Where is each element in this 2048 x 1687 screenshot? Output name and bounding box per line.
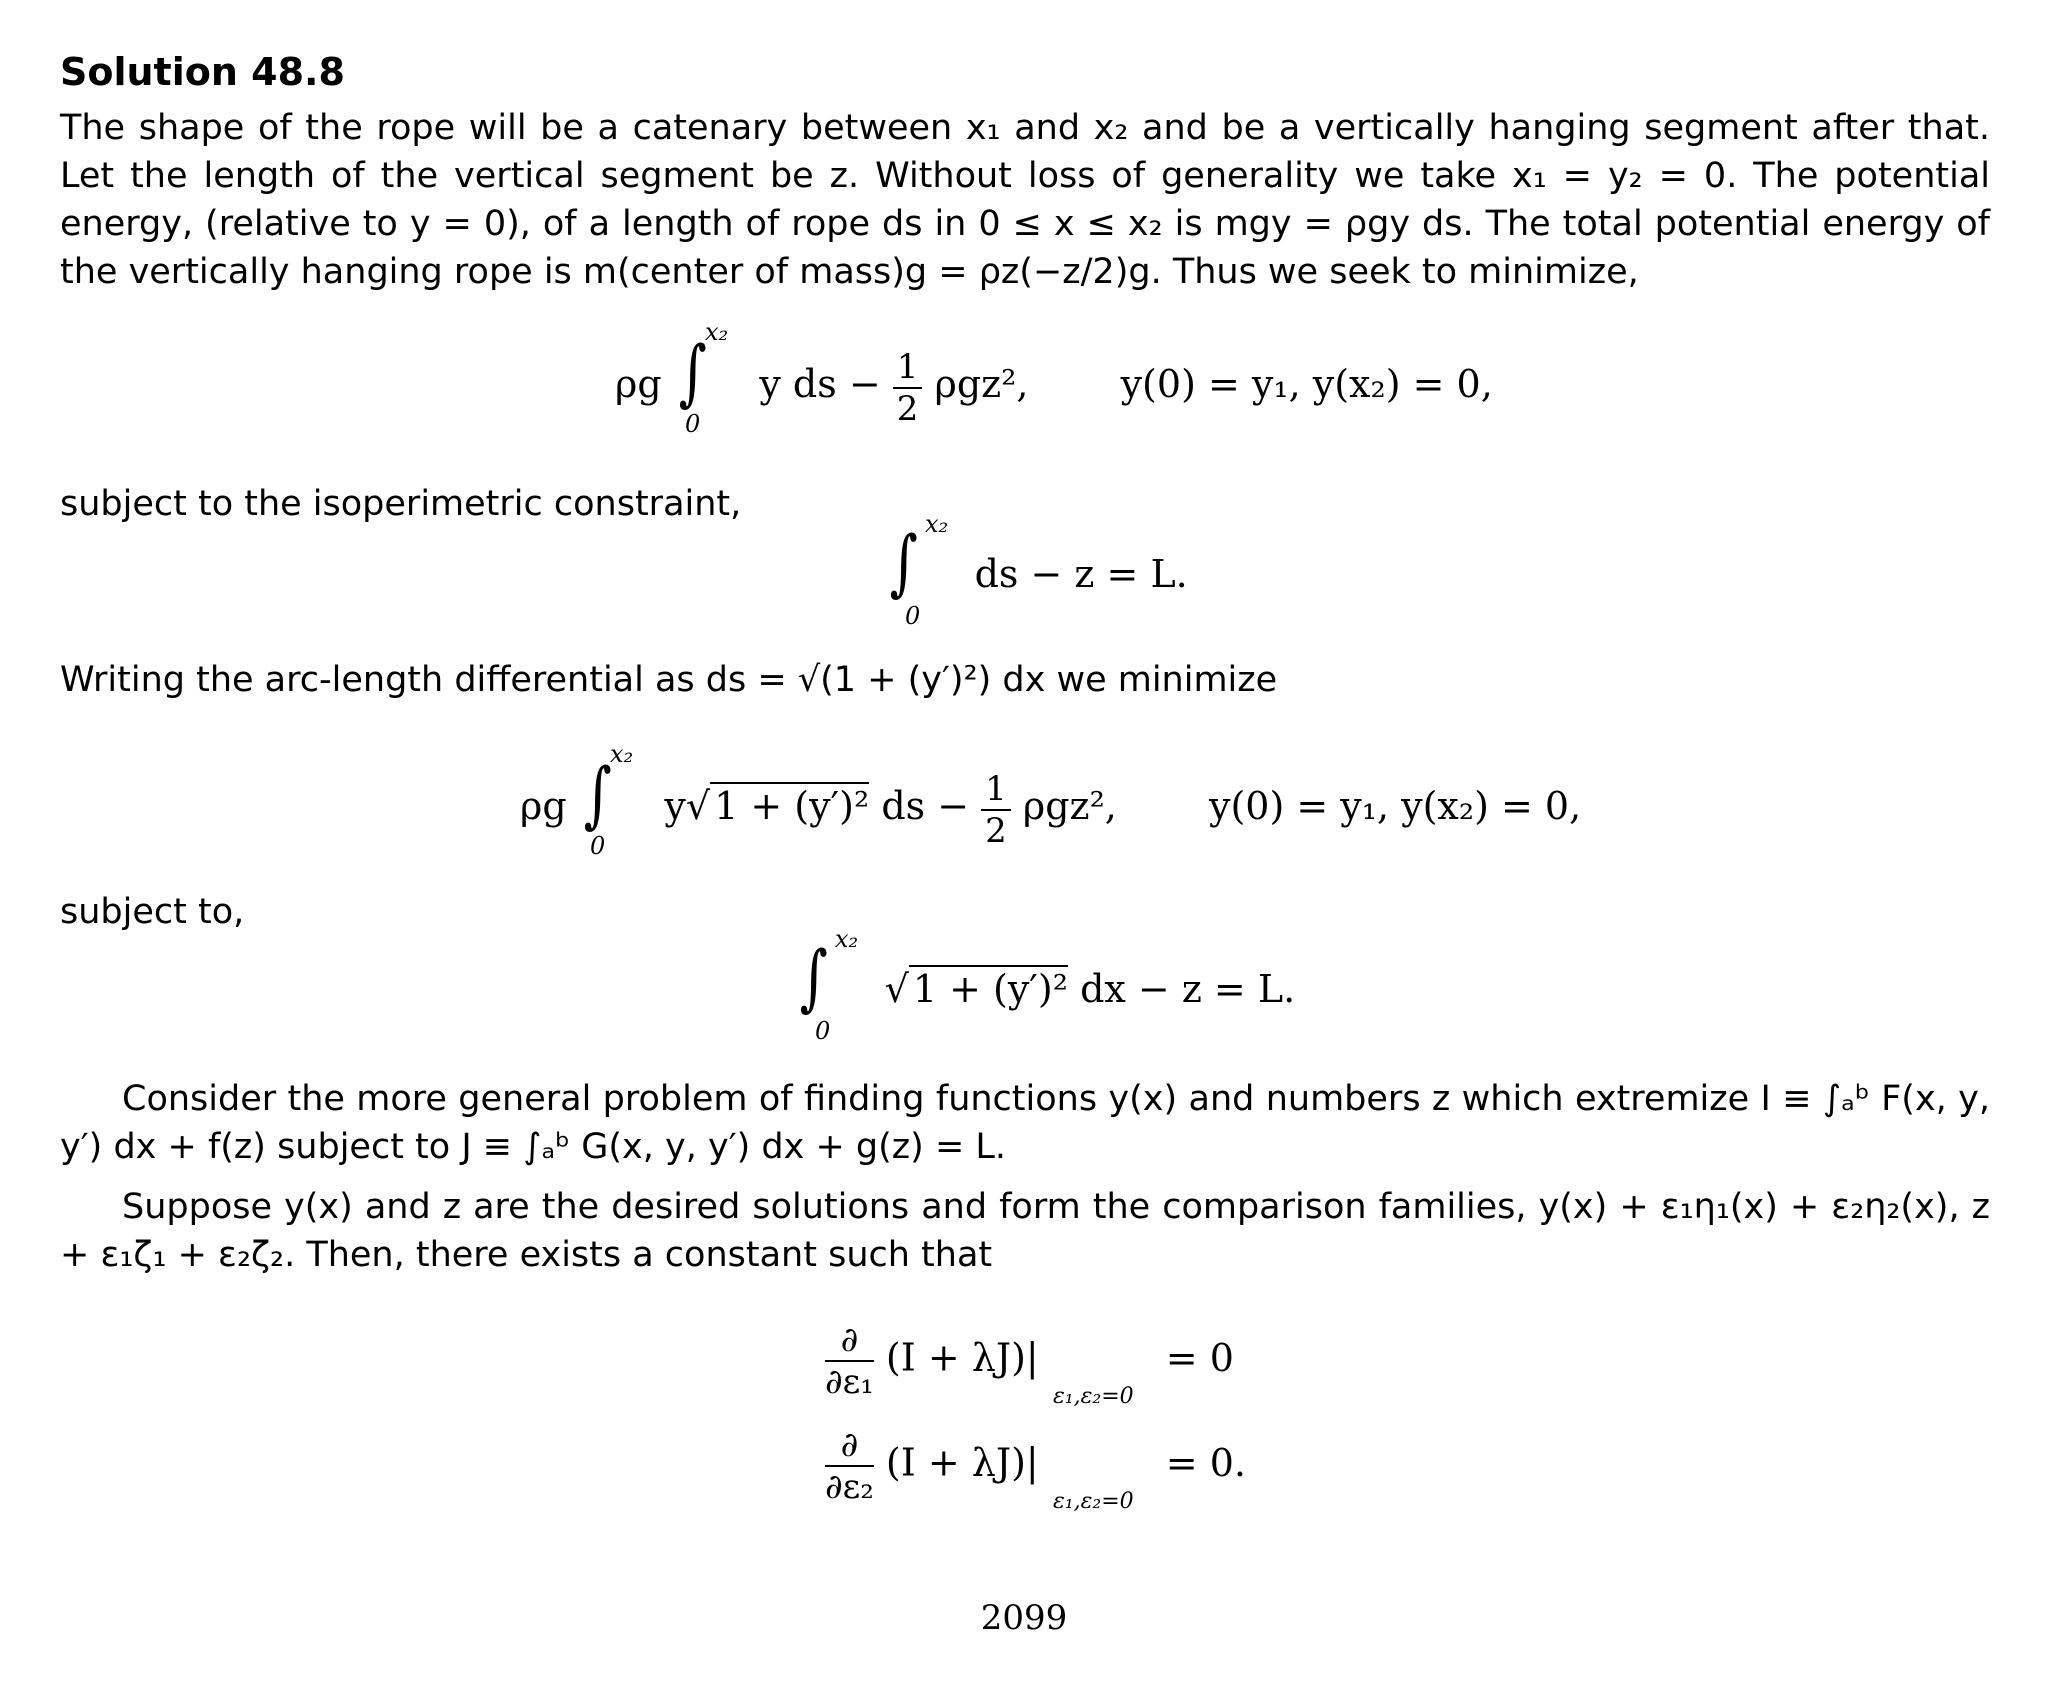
eq1-tail: ρgz², <box>934 362 1029 406</box>
eq5-line2-sub: ε₁,ε₂=0 <box>1053 1489 1134 1514</box>
eq3-tail: ρgz², <box>1022 784 1117 828</box>
eq1-upper-limit: x₂ <box>705 318 729 346</box>
eq1-frac-num: 1 <box>893 347 923 389</box>
eq5-line1-rhs: = 0 <box>1165 1335 1234 1380</box>
equation-constraint-1 <box>885 510 1188 630</box>
eq3-body-post: ds − <box>881 784 970 828</box>
eq4-body-post: dx − z = L. <box>1080 967 1296 1011</box>
eq4-body-pre: √ <box>884 967 909 1011</box>
equation-minimize-1 <box>615 318 1493 438</box>
eq1-boundary-conditions: y(0) = y₁, y(x₂) = 0, <box>1120 362 1493 406</box>
eq5-line1-body: (I + λJ)| <box>885 1335 1039 1380</box>
section-heading: Solution 48.8 <box>60 50 345 94</box>
eq1-frac-den: 2 <box>896 388 919 429</box>
paragraph-intro: The shape of the rope will be a catenary between x₁ and x₂ and be a vertically hanging segment after that. Let the length of the vertical segment be z. Without loss of generality we take x₁ = y₂ = 0. The potential energy, (relative to y = 0), of a length of rope ds in 0 ≤ x ≤ x₂ is mgy = ρgy ds. The total potential energy of the vertically hanging rope is m(center of mass)g = ρz(−z/2)g. Thus we seek to minimize, <box>60 108 1990 292</box>
eq3-boundary-conditions: y(0) = y₁, y(x₂) = 0, <box>1208 784 1582 828</box>
eq3-frac-den: 2 <box>985 810 1007 851</box>
eq5-line1-fraction <box>825 1320 874 1402</box>
eq1-prefix: ρg <box>615 362 662 406</box>
equation-minimize-2 <box>520 740 1582 860</box>
eq5-line2-body: (I + λJ)| <box>885 1440 1039 1485</box>
paragraph-subject-to: subject to, <box>60 892 245 932</box>
eq5-line2-den: ∂ε₂ <box>825 1467 874 1507</box>
paragraph-arclength: Writing the arc-length differential as ds = √(1 + (y′)²) dx we minimize <box>60 660 1278 700</box>
eq5-line1-sub: ε₁,ε₂=0 <box>1053 1384 1134 1409</box>
eq1-lower-limit: 0 <box>685 410 701 438</box>
eq5-line2-num: ∂ <box>825 1425 874 1467</box>
eq1-fraction <box>893 347 923 429</box>
paragraph-general-problem: Consider the more general problem of finding functions y(x) and numbers z which extremize I ≡ ∫ₐᵇ F(x, y, y′) dx + f(z) subject to J ≡ ∫ₐᵇ G(x, y, y′) dx + g(z) = L. <box>60 1079 1990 1167</box>
eq4-lower-limit: 0 <box>815 1017 831 1045</box>
eq3-frac-num: 1 <box>981 769 1011 811</box>
page-number: 2099 <box>980 1598 1068 1638</box>
eq3-prefix: ρg <box>520 784 567 828</box>
eq5-line2-fraction <box>825 1425 874 1507</box>
eq3-upper-limit: x₂ <box>610 740 634 768</box>
eq2-upper-limit: x₂ <box>925 510 949 538</box>
integral-sign: ∫ <box>678 330 707 414</box>
eq2-lower-limit: 0 <box>905 602 921 630</box>
integral-sign: ∫ <box>583 752 612 836</box>
eq1-body: y ds − <box>759 362 881 406</box>
eq3-lower-limit: 0 <box>590 832 606 860</box>
eq5-line1-den: ∂ε₁ <box>825 1362 874 1402</box>
equation-lagrange-2 <box>825 1425 1246 1514</box>
paragraph-comparison: Suppose y(x) and z are the desired solutions and form the comparison families, y(x) + ε₁η₁(x) + ε₂η₂(x), z + ε₁ζ₁ + ε₂ζ₂. Then, there exists a constant such that <box>60 1187 1990 1275</box>
eq2-body: ds − z = L. <box>974 552 1188 596</box>
equation-lagrange-1 <box>825 1320 1234 1409</box>
eq3-body-pre: y√ <box>664 784 711 828</box>
eq3-radicand: 1 + (y′)² <box>710 782 869 828</box>
paragraph-constraint: subject to the isoperimetric constraint, <box>60 484 742 524</box>
eq3-fraction <box>981 769 1011 851</box>
integral-sign: ∫ <box>799 935 828 1019</box>
equation-constraint-2 <box>795 925 1296 1045</box>
eq4-upper-limit: x₂ <box>835 925 859 953</box>
eq5-line2-rhs: = 0. <box>1165 1440 1246 1485</box>
integral-sign: ∫ <box>889 520 918 604</box>
eq4-radicand: 1 + (y′)² <box>909 965 1068 1011</box>
eq5-line1-num: ∂ <box>825 1320 874 1362</box>
